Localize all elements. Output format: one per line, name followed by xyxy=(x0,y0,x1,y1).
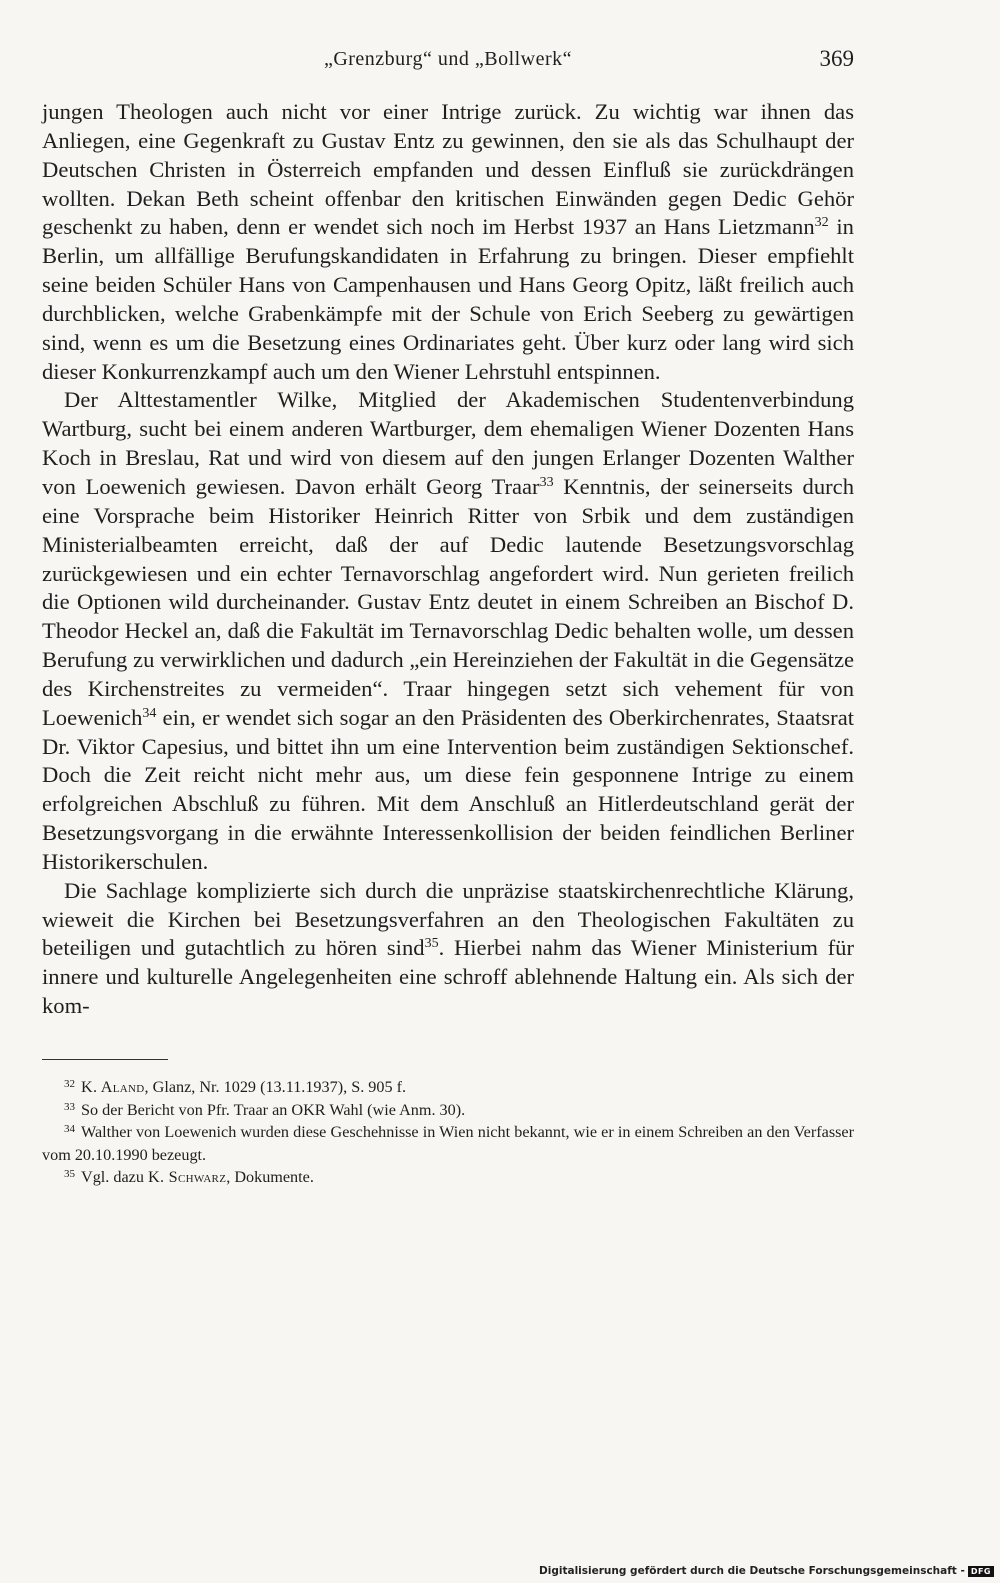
footnote-ref-35: 35 xyxy=(424,936,439,952)
paragraph-text: Die Sachlage komplizierte sich durch die unpräzise staatskirchenrechtliche Klärung, wieweit die Kirchen bei Besetzungsverfahren an den Theologischen Fakultäten zu beteiligen und gutachtlich zu hören sind xyxy=(42,877,854,961)
credit-text: Digitalisierung gefördert durch die Deutsche Forschungsgemeinschaft - xyxy=(539,1565,965,1577)
footnote-author: K. Schwarz xyxy=(147,1168,227,1186)
footnote-ref-34: 34 xyxy=(142,705,157,721)
footnote-author: K. Aland xyxy=(81,1078,145,1096)
paragraph-3 xyxy=(42,877,854,1021)
body-text xyxy=(42,98,854,1021)
footnote-text: , Glanz, Nr. 1029 (13.11.1937), S. 905 f. xyxy=(144,1078,407,1096)
digitization-credit xyxy=(539,1565,994,1577)
footnote-text: , Dokumente. xyxy=(226,1168,314,1186)
footnote-text: So der Bericht von Pfr. Traar an OKR Wahl (wie Anm. 30). xyxy=(81,1100,466,1119)
dfg-logo-icon: DFG xyxy=(968,1566,994,1577)
paragraph-2 xyxy=(42,386,854,876)
footnotes xyxy=(42,1076,854,1189)
paragraph-text: ein, er wendet sich sogar an den Präsidenten des Oberkirchenrates, Staatsrat Dr. Viktor Capesius, und bittet ihn um eine Intervention beim zuständigen Sektionschef. Doch die Zeit reicht nicht mehr aus, um diese fein gesponnene Intrige zu einem erfolgreichen Abschluß zu führen. Mit dem Anschluß an Hitlerdeutschland gerät der Besetzungsvorgang in die erwähnte Interessenkollision der beiden feindlichen Berliner Historikerschulen. xyxy=(42,704,854,874)
paragraph-text: Der Alttestamentler Wilke, Mitglied der Akademischen Studentenverbindung Wartburg, sucht bei einem anderen Wartburger, dem ehemaligen Wiener Dozenten Hans Koch in Breslau, Rat und wird von diesem auf den jungen Erlanger Dozenten Walther von Loewenich gewiesen. Davon erhält Georg Traar xyxy=(42,387,854,499)
footnote-34 xyxy=(42,1121,854,1166)
footnote-ref-33: 33 xyxy=(539,474,554,490)
footnote-number: 32 xyxy=(64,1078,75,1090)
footnote-ref-32: 32 xyxy=(814,215,829,231)
paragraph-text: jungen Theologen auch nicht vor einer Intrige zurück. Zu wichtig war ihnen das Anliegen, eine Gegenkraft zu Gustav Entz zu gewinnen, den sie als das Schulhaupt der Deutschen Christen in Österreich empfanden und dessen Einfluß sie zurückdrängen wollten. Dekan Beth scheint offenbar den kritischen Einwänden gegen Dedic Gehör geschenkt zu haben, denn er wendet sich noch im Herbst 1937 an Hans Lietzmann xyxy=(42,99,854,240)
footnote-32 xyxy=(42,1076,854,1099)
book-page xyxy=(42,40,854,1189)
footnote-33 xyxy=(42,1099,854,1122)
page-number: 369 xyxy=(819,46,854,71)
footnote-separator xyxy=(42,1059,168,1060)
running-title: „Grenzburg“ und „Bollwerk“ xyxy=(323,48,573,70)
footnote-35 xyxy=(42,1166,854,1189)
paragraph-1 xyxy=(42,98,854,386)
footnote-number: 35 xyxy=(64,1168,75,1180)
footnote-number: 33 xyxy=(64,1100,75,1113)
footnote-text: Walther von Loewenich wurden diese Geschehnisse in Wien nicht bekannt, wie er in einem Schreiben an den Verfasser vom 20.10.1990 bezeugt. xyxy=(42,1123,854,1164)
paragraph-text: in Berlin, um allfällige Berufungskandidaten in Erfahrung zu bringen. Dieser empfiehlt seine beiden Schüler Hans von Campenhausen und Hans Georg Opitz, läßt freilich auch durchblicken, welche Grabenkämpfe mit der Schule von Erich Seeberg zu gewärtigen sind, wenn es um die Besetzung eines Ordinariates geht. Über kurz oder lang wird sich dieser Konkurrenzkampf auch um den Wiener Lehrstuhl entspinnen. xyxy=(42,214,854,384)
footnote-prefix: Vgl. dazu xyxy=(81,1168,148,1186)
paragraph-text: . Hierbei nahm das Wiener Ministerium für innere und kulturelle Angelegenheiten eine schroff ablehnende Haltung ein. Als sich der kom- xyxy=(42,935,855,1019)
paragraph-text: Kenntnis, der seinerseits durch eine Vorsprache beim Historiker Heinrich Ritter von Srbik und dem zuständigen Ministerialbeamten erreicht, daß der auf Dedic lautende Besetzungsvorschlag zurückgewiesen und ein echter Ternavorschlag angefordert wird. Nun gerieten freilich die Optionen wild durcheinander. Gustav Entz deutet in einem Schreiben an Bischof D. Theodor Heckel an, daß die Fakultät im Ternavorschlag Dedic behalten wolle, um dessen Berufung zu verwirklichen und dadurch „ein Hereinziehen der Fakultät in die Gegensätze des Kirchenstreites zu vermeiden“. Traar hingegen setzt sich vehement für von Loewenich xyxy=(42,473,854,730)
running-header xyxy=(42,40,854,80)
footnote-number: 34 xyxy=(64,1123,75,1135)
